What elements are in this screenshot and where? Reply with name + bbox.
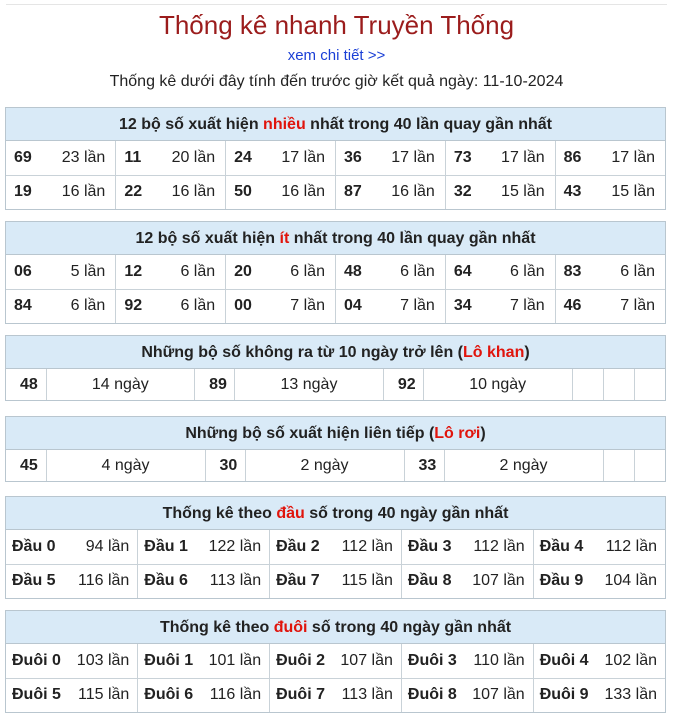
header-text: Những bộ số không ra từ 10 ngày trở lên (	[141, 344, 463, 361]
count-cell: 112 lần	[473, 537, 525, 555]
least-frequent-section	[5, 221, 666, 324]
number-cell: 00	[226, 289, 276, 323]
count-cell: 107 lần	[469, 678, 533, 712]
number-cell: 50	[226, 175, 276, 209]
table-row	[6, 141, 665, 175]
count-cell: 16 lần	[56, 175, 116, 209]
lo-khan-table	[6, 369, 665, 400]
count-cell: 113 lần	[338, 678, 402, 712]
count-cell: 115 lần	[74, 678, 138, 712]
section-header	[6, 222, 665, 255]
number-cell: 64	[445, 255, 495, 289]
most-frequent-table	[6, 141, 665, 209]
number-cell: 34	[445, 289, 495, 323]
header-text: nhất trong 40 lần quay gần nhất	[305, 116, 552, 133]
days-cell: 14 ngày	[46, 369, 195, 400]
count-cell: 16 lần	[166, 175, 226, 209]
number-cell: 11	[116, 141, 166, 175]
digit-label-cell: Đuôi 6	[138, 678, 206, 712]
header-highlight: Lô rơi	[434, 425, 481, 442]
count-cell: 6 lần	[56, 289, 116, 323]
number-cell: 33	[404, 450, 444, 481]
days-cell: 2 ngày	[245, 450, 404, 481]
digit-label-cell: Đuôi 2	[270, 644, 338, 678]
count-cell: 6 lần	[290, 262, 325, 280]
count-cell: 6 lần	[400, 262, 435, 280]
days-cell: 10 ngày	[423, 369, 572, 400]
days-cell: 4 ngày	[46, 450, 205, 481]
count-cell: 17 lần	[391, 148, 435, 166]
empty-cell	[603, 369, 634, 400]
number-cell: 24	[226, 141, 276, 175]
digit-label-cell: Đầu 7	[270, 564, 332, 598]
most-frequent-section	[5, 107, 666, 210]
number-cell: 92	[116, 289, 166, 323]
header-text: 12 bộ số xuất hiện	[135, 230, 280, 247]
count-cell: 110 lần	[473, 651, 525, 669]
header-highlight: ít	[279, 230, 290, 247]
header-text: Những bộ số xuất hiện liên tiếp (	[185, 425, 435, 442]
number-cell: 19	[6, 175, 56, 209]
number-cell: 22	[116, 175, 166, 209]
count-cell: 133 lần	[601, 678, 665, 712]
count-cell: 23 lần	[61, 148, 106, 166]
number-cell: 69	[14, 148, 32, 166]
count-cell: 103 lần	[76, 651, 130, 669]
header-text: Thống kê theo	[159, 619, 274, 636]
header-text: số trong 40 ngày gần nhất	[304, 505, 509, 522]
duoi-table	[6, 644, 665, 712]
count-cell: 6 lần	[509, 262, 545, 280]
table-row	[6, 678, 665, 712]
number-cell: 48	[20, 375, 38, 393]
number-cell: 84	[6, 289, 56, 323]
header-highlight: đuôi	[273, 619, 308, 636]
count-cell: 5 lần	[70, 262, 106, 280]
lo-khan-section	[5, 335, 666, 401]
count-cell: 7 lần	[605, 289, 665, 323]
least-frequent-table	[6, 255, 665, 323]
number-cell: 36	[335, 141, 385, 175]
empty-cell	[634, 369, 665, 400]
dau-section	[5, 496, 666, 599]
digit-label-cell: Đầu 0	[12, 537, 56, 555]
duoi-section	[5, 610, 666, 713]
number-cell: 12	[116, 255, 166, 289]
lo-roi-table	[6, 450, 665, 481]
top-divider	[6, 4, 667, 5]
count-cell: 122 lần	[208, 537, 262, 555]
number-cell: 92	[383, 369, 423, 400]
count-cell: 113 lần	[200, 564, 270, 598]
digit-label-cell: Đuôi 0	[12, 651, 61, 669]
count-cell: 15 lần	[605, 175, 665, 209]
count-cell: 6 lần	[180, 262, 216, 280]
empty-cell	[634, 450, 665, 481]
number-cell: 83	[555, 255, 605, 289]
count-cell: 7 lần	[495, 289, 555, 323]
table-row	[6, 289, 665, 323]
days-cell: 2 ngày	[444, 450, 603, 481]
digit-label-cell: Đầu 9	[533, 564, 595, 598]
number-cell: 86	[555, 141, 605, 175]
dau-table	[6, 530, 665, 598]
count-cell: 17 lần	[501, 148, 545, 166]
digit-label-cell: Đầu 2	[270, 530, 332, 564]
count-cell: 102 lần	[604, 651, 657, 669]
digit-label-cell: Đầu 8	[401, 564, 463, 598]
header-text: 12 bộ số xuất hiện	[119, 116, 264, 133]
digit-label-cell: Đuôi 1	[138, 644, 206, 678]
days-cell: 13 ngày	[235, 369, 384, 400]
number-cell: 04	[335, 289, 385, 323]
count-cell: 116 lần	[206, 678, 270, 712]
number-cell: 43	[555, 175, 605, 209]
count-cell: 116 lần	[68, 564, 138, 598]
digit-label-cell: Đầu 6	[138, 564, 200, 598]
number-cell: 06	[14, 262, 32, 280]
section-header	[6, 108, 665, 141]
number-cell: 89	[195, 369, 235, 400]
count-cell: 94 lần	[85, 537, 130, 555]
digit-label-cell: Đầu 3	[401, 530, 463, 564]
digit-label-cell: Đầu 4	[533, 530, 595, 564]
digit-label-cell: Đuôi 3	[401, 644, 469, 678]
digit-label-cell: Đuôi 9	[533, 678, 601, 712]
header-text: số trong 40 ngày gần nhất	[307, 619, 512, 636]
number-cell: 73	[445, 141, 495, 175]
count-cell: 112 lần	[341, 537, 393, 555]
number-cell: 20	[226, 255, 276, 289]
count-cell: 101 lần	[208, 651, 262, 669]
count-cell: 107 lần	[463, 564, 533, 598]
count-cell: 115 lần	[332, 564, 402, 598]
header-text: )	[524, 344, 530, 361]
count-cell: 17 lần	[611, 148, 655, 166]
number-cell: 46	[555, 289, 605, 323]
digit-label-cell: Đuôi 5	[6, 678, 74, 712]
section-header	[6, 417, 665, 450]
count-cell: 104 lần	[595, 564, 665, 598]
number-cell: 45	[20, 456, 38, 474]
count-cell: 112 lần	[605, 537, 657, 555]
header-text: )	[480, 425, 486, 442]
count-cell: 6 lần	[620, 262, 655, 280]
page-title: Thống kê nhanh Truyền Thống	[158, 10, 515, 40]
section-header	[6, 497, 665, 530]
table-row	[6, 530, 665, 564]
number-cell: 48	[335, 255, 385, 289]
number-cell: 87	[335, 175, 385, 209]
digit-label-cell: Đuôi 4	[533, 644, 601, 678]
header-highlight: đầu	[276, 505, 305, 522]
count-cell: 6 lần	[166, 289, 226, 323]
digit-label-cell: Đuôi 7	[270, 678, 338, 712]
lo-roi-section	[5, 416, 666, 482]
page-subtitle: Thống kê dưới đây tính đến trước giờ kết quả ngày: 11-10-2024	[109, 73, 564, 90]
number-cell: 32	[445, 175, 495, 209]
count-cell: 16 lần	[385, 175, 445, 209]
count-cell: 7 lần	[276, 289, 336, 323]
number-cell: 30	[205, 450, 245, 481]
header-text: Thống kê theo	[162, 505, 277, 522]
empty-cell	[603, 450, 634, 481]
header-highlight: Lô khan	[463, 344, 525, 361]
count-cell: 7 lần	[385, 289, 445, 323]
table-row	[6, 564, 665, 598]
header-highlight: nhiều	[263, 116, 306, 133]
digit-label-cell: Đầu 5	[6, 564, 68, 598]
count-cell: 20 lần	[171, 148, 216, 166]
count-cell: 107 lần	[340, 651, 393, 669]
detail-link[interactable]: xem chi tiết >>	[287, 47, 386, 64]
section-header	[6, 611, 665, 644]
count-cell: 17 lần	[281, 148, 325, 166]
section-header	[6, 336, 665, 369]
header-text: nhất trong 40 lần quay gần nhất	[289, 230, 536, 247]
table-row	[6, 644, 665, 678]
digit-label-cell: Đầu 1	[138, 530, 200, 564]
empty-cell	[572, 369, 603, 400]
table-row	[6, 255, 665, 289]
count-cell: 15 lần	[495, 175, 555, 209]
digit-label-cell: Đuôi 8	[401, 678, 469, 712]
table-row	[6, 175, 665, 209]
count-cell: 16 lần	[276, 175, 336, 209]
